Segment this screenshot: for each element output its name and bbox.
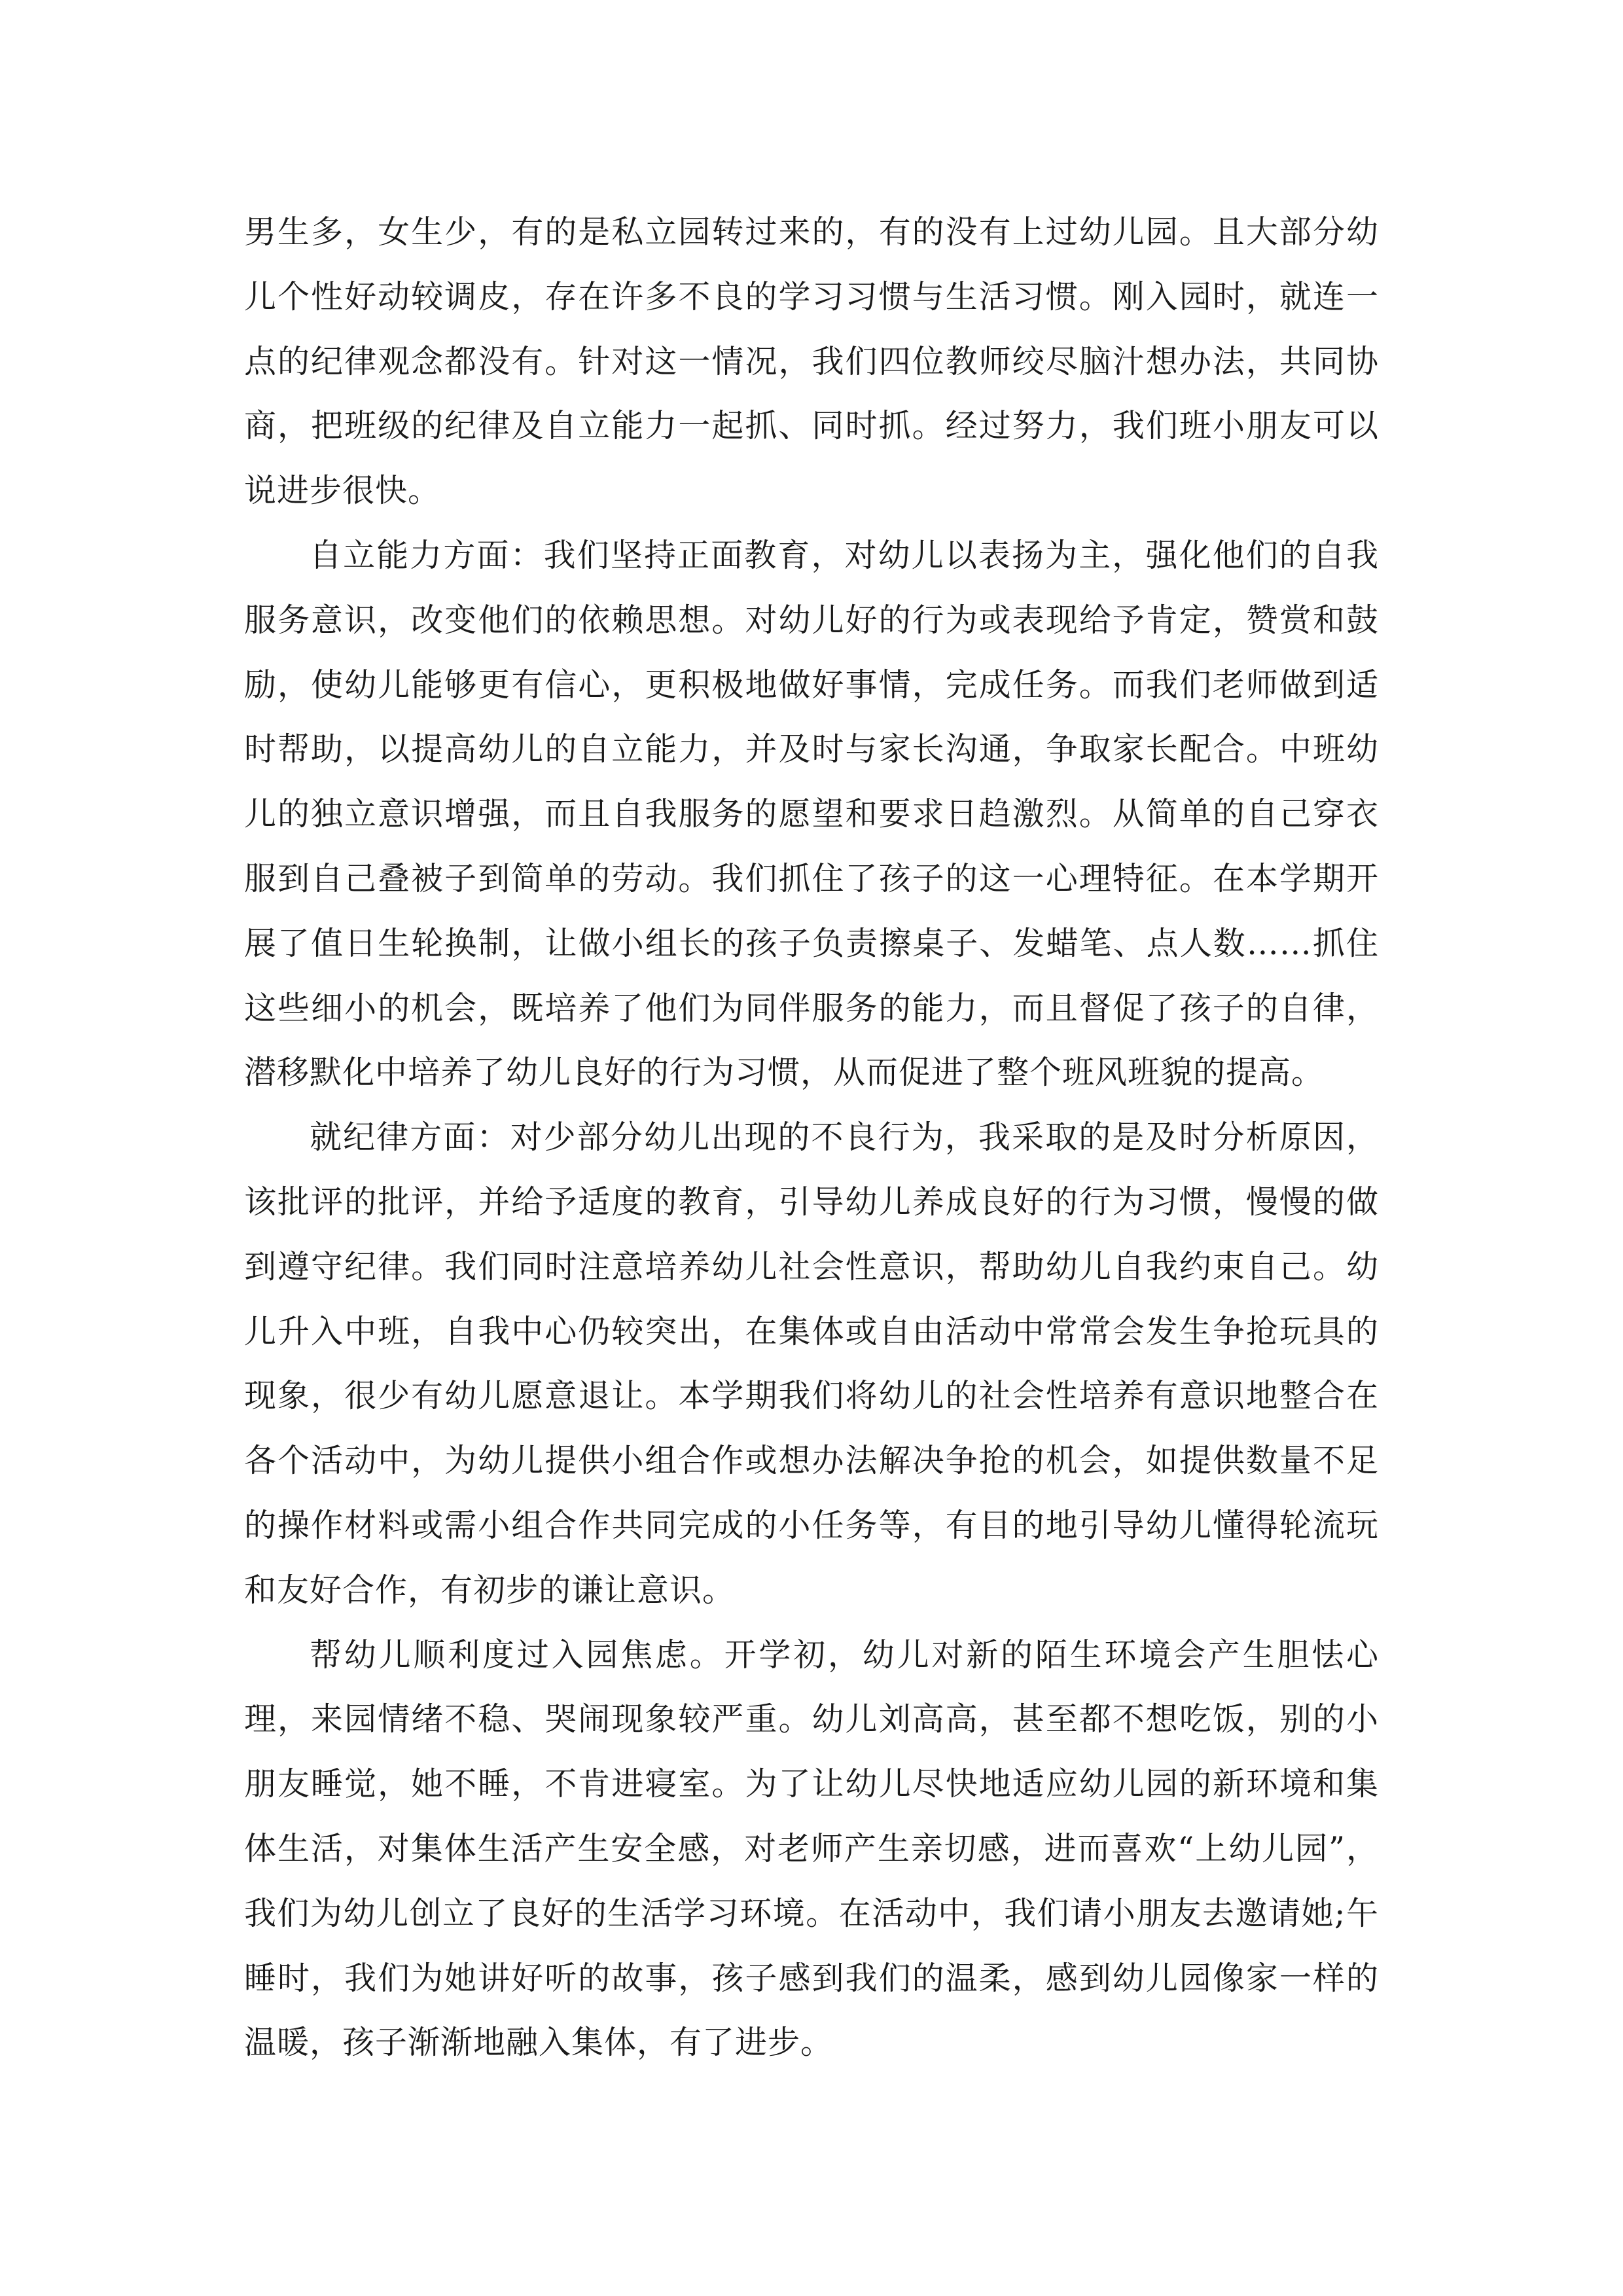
paragraph-self-reliance: 自立能力方面：我们坚持正面教育，对幼儿以表扬为主，强化他们的自我服务意识，改变他们的依赖思想。对幼儿好的行为或表现给予肯定，赞赏和鼓励，使幼儿能够更有信心，更积极地做好事情，完成任务。而我们老师做到适时帮助，以提高幼儿的自立能力，并及时与家长沟通，争取家长配合。中班幼儿的独立意识增强，而且自我服务的愿望和要求日趋激烈。从简单的自己穿衣服到自己叠被子到简单的劳动。我们抓住了孩子的这一心理特征。在本学期开展了值日生轮换制，让做小组长的孩子负责擦桌子、发蜡笔、点人数……抓住这些细小的机会，既培养了他们为同伴服务的能力，而且督促了孩子的自律，潜移默化中培养了幼儿良好的行为习惯，从而促进了整个班风班貌的提高。 bbox=[244, 536, 1379, 1092]
paragraph-class-overview: 男生多，女生少，有的是私立园转过来的，有的没有上过幼儿园。且大部分幼儿个性好动较调皮，存在许多不良的学习习惯与生活习惯。刚入园时，就连一点的纪律观念都没有。针对这一情况，我们四位教师绞尽脑汁想办法，共同协商，把班级的纪律及自立能力一起抓、同时抓。经过努力，我们班小朋友可以说进步很快。 bbox=[244, 213, 1379, 510]
body-text bbox=[244, 200, 1379, 2075]
paragraph-separation-anxiety: 帮幼儿顺利度过入园焦虑。开学初，幼儿对新的陌生环境会产生胆怯心理，来园情绪不稳、哭闹现象较严重。幼儿刘高高，甚至都不想吃饭，别的小朋友睡觉，她不睡，不肯进寝室。为了让幼儿尽快地适应幼儿园的新环境和集体生活，对集体生活产生安全感，对老师产生亲切感，进而喜欢“上幼儿园”，我们为幼儿创立了良好的生活学习环境。在活动中，我们请小朋友去邀请她;午睡时，我们为她讲好听的故事，孩子感到我们的温柔，感到幼儿园像家一样的温暖，孩子渐渐地融入集体，有了进步。 bbox=[244, 1636, 1379, 2062]
paragraph-discipline: 就纪律方面：对少部分幼儿出现的不良行为，我采取的是及时分析原因，该批评的批评，并给予适度的教育，引导幼儿养成良好的行为习惯，慢慢的做到遵守纪律。我们同时注意培养幼儿社会性意识，帮助幼儿自我约束自己。幼儿升入中班，自我中心仍较突出，在集体或自由活动中常常会发生争抢玩具的现象，很少有幼儿愿意退让。本学期我们将幼儿的社会性培养有意识地整合在各个活动中，为幼儿提供小组合作或想办法解决争抢的机会，如提供数量不足的操作材料或需小组合作共同完成的小任务等，有目的地引导幼儿懂得轮流玩和友好合作，有初步的谦让意识。 bbox=[244, 1119, 1379, 1609]
